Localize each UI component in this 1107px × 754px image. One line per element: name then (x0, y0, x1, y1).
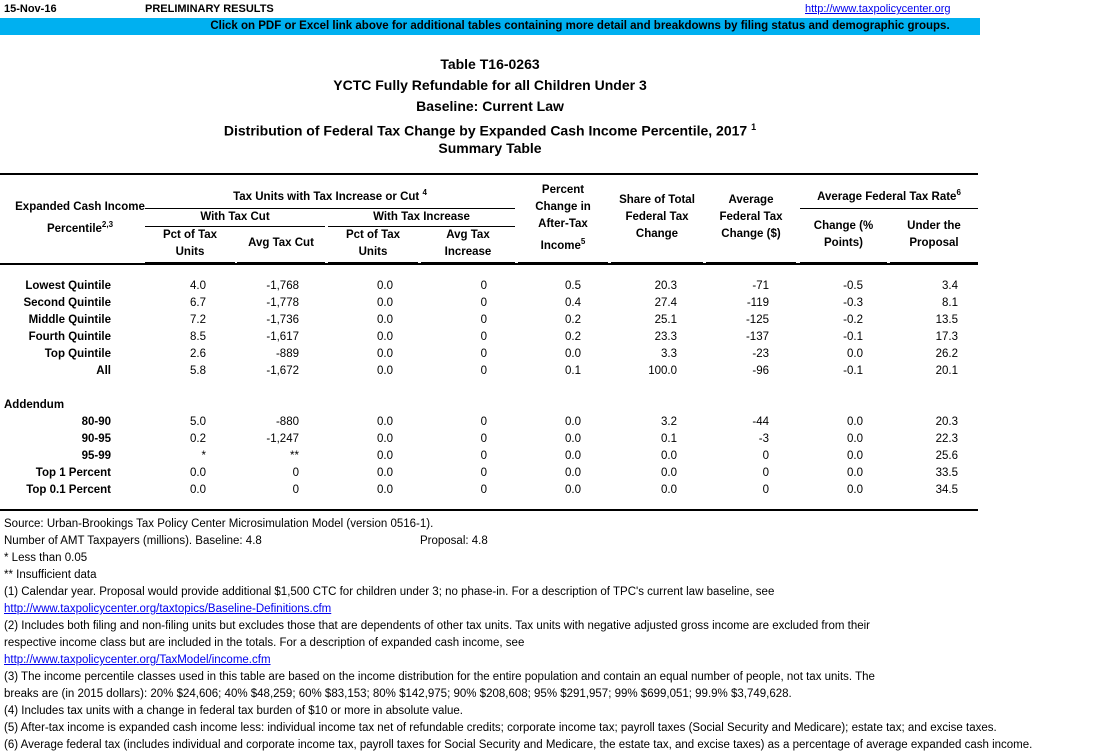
rate-group-rule (800, 208, 978, 209)
table-cell: 0 (480, 433, 487, 445)
table-cell: 0 (480, 450, 487, 462)
table-cell: -1,778 (266, 297, 299, 309)
header-bottom-rule (0, 263, 978, 265)
footnote-amt-proposal: Proposal: 4.8 (420, 535, 488, 547)
table-cell: 0 (292, 484, 299, 496)
share-header (611, 192, 703, 243)
rate-change-line1: Change (% (813, 220, 874, 232)
report-date: 15-Nov-16 (4, 3, 57, 15)
tax-units-header-text: Tax Units with Tax Increase or Cut (233, 190, 420, 203)
baseline-title: Baseline: Current Law (416, 98, 564, 114)
info-banner (0, 18, 980, 35)
table-cell: -96 (752, 365, 769, 377)
table-cell: 0.0 (377, 348, 393, 360)
col-rule-3 (328, 262, 418, 263)
table-cell: 0.1 (565, 365, 581, 377)
table-titles (0, 54, 980, 159)
distribution-text: Distribution of Federal Tax Change by Expanded Cash Income Percentile, 2017 (223, 122, 748, 139)
table-cell: -1,247 (266, 433, 299, 445)
table-cell: 0 (480, 484, 487, 496)
rate-change-rule (800, 262, 887, 263)
income-definition-link[interactable]: http://www.taxpolicycenter.org/TaxModel/income.cfm (4, 654, 271, 666)
footnote-6: (6) Average federal tax (includes individual and corporate income tax, payroll taxes for Social Security and Medicare, the estate tax, and excise taxes) as a percentage of average expanded cash income. (4, 739, 1033, 751)
avg-change-line2: Federal Tax (719, 211, 783, 223)
footnote-2b: respective income class but are included in the totals. For a description of expanded cash income, see (4, 637, 525, 649)
pct-change-rule (518, 262, 608, 263)
table-cell: 0.0 (847, 433, 863, 445)
footnote-4: (4) Includes tax units with a change in federal tax burden of $10 or more in absolute value. (4, 705, 463, 717)
table-cell: 0.0 (847, 484, 863, 496)
row-label: 95-99 (81, 450, 111, 462)
table-cell: 0.0 (661, 450, 677, 462)
row-label-header-line1: Expanded Cash Income (15, 201, 145, 213)
distribution-footnote-ref: 1 (751, 122, 757, 132)
pct-units-cut-line2: Units (175, 246, 205, 258)
addendum-label: Addendum (4, 399, 65, 411)
table-cell: -44 (752, 416, 769, 428)
table-cell: 0 (762, 450, 769, 462)
row-label-header-line2: Percentile (46, 222, 102, 235)
table-id: Table T16-0263 (440, 56, 540, 72)
footnote-5: (5) After-tax income is expanded cash income less: individual income tax net of refundable credits; corporate income tax; payroll taxes (Social Security and Medicare); estate tax; and excise taxes. (4, 722, 997, 734)
table-cell: 20.3 (935, 416, 958, 428)
rate-under-line2: Proposal (909, 237, 959, 249)
table-cell: 0.0 (565, 433, 581, 445)
with-tax-increase-header: With Tax Increase (373, 211, 470, 223)
tpc-link[interactable]: http://www.taxpolicycenter.org (805, 3, 951, 15)
table-cell: -0.1 (843, 365, 863, 377)
footnote-3b: breaks are (in 2015 dollars): 20% $24,606; 40% $48,259; 60% $83,153; 80% $142,975; 90% $208,608; 95% $291,957; 99% $699,051; 99.9% $3,749,628. (4, 688, 792, 700)
rate-group-text: Average Federal Tax Rate (817, 190, 957, 203)
pct-change-footnote-ref: 5 (580, 237, 586, 246)
with-tax-cut-header: With Tax Cut (200, 211, 270, 223)
table-cell: 8.1 (942, 297, 958, 309)
table-cell: 6.7 (190, 297, 206, 309)
table-cell: 0.0 (565, 467, 581, 479)
table-cell: -1,617 (266, 331, 299, 343)
table-cell: 0.0 (847, 348, 863, 360)
table-cell: 20.1 (935, 365, 958, 377)
avg-change-line3: Change ($) (721, 228, 781, 240)
table-cell: -125 (745, 314, 769, 326)
avg-tax-increase-line2: Increase (444, 246, 492, 258)
pct-change-header (518, 182, 608, 255)
pct-change-line3: After-Tax (538, 218, 588, 230)
table-cell: 0.0 (377, 365, 393, 377)
pct-change-line1: Percent (541, 184, 585, 196)
row-label-header (0, 199, 160, 238)
pct-units-cut-line1: Pct of Tax (162, 229, 218, 241)
table-cell: -23 (752, 348, 769, 360)
rate-under-line1: Under the (907, 220, 961, 232)
table-cell: 26.2 (935, 348, 958, 360)
baseline-definitions-link[interactable]: http://www.taxpolicycenter.org/taxtopics/Baseline-Definitions.cfm (4, 603, 332, 615)
row-label: 80-90 (81, 416, 111, 428)
footnote-insufficient: ** Insufficient data (4, 569, 97, 581)
table-cell: 0 (292, 467, 299, 479)
table-cell: -71 (752, 280, 769, 292)
table-cell: 0 (480, 348, 487, 360)
pct-change-line2: Change in (535, 201, 591, 213)
row-label: 90-95 (81, 433, 111, 445)
table-cell: 0.0 (661, 467, 677, 479)
share-line3: Change (635, 228, 679, 240)
avg-change-rule (706, 262, 796, 263)
pct-units-increase-header (328, 227, 418, 261)
footnote-less-than: * Less than 0.05 (4, 552, 88, 564)
rate-under-rule (890, 262, 978, 263)
table-cell: -1,672 (266, 365, 299, 377)
row-label-footnote-ref: 2,3 (101, 220, 114, 229)
pct-units-increase-line1: Pct of Tax (345, 229, 401, 241)
rate-under-header (890, 218, 978, 252)
tax-units-header (145, 184, 515, 206)
pct-units-cut-header (145, 227, 235, 261)
avg-change-line1: Average (728, 194, 774, 206)
table-cell: 0 (480, 365, 487, 377)
table-cell: 0.0 (377, 416, 393, 428)
table-cell: 0 (480, 314, 487, 326)
table-cell: 2.6 (190, 348, 206, 360)
table-cell: 33.5 (935, 467, 958, 479)
table-cell: * (201, 450, 206, 462)
table-cell: -0.5 (843, 280, 863, 292)
col-rule-2 (237, 262, 325, 263)
col-rule-4 (421, 262, 515, 263)
table-cell: 4.0 (190, 280, 206, 292)
table-cell: 0.0 (377, 314, 393, 326)
row-label: All (96, 365, 111, 377)
table-cell: -1,736 (266, 314, 299, 326)
table-cell: 5.0 (190, 416, 206, 428)
tax-units-footnote-ref: 4 (422, 188, 427, 197)
table-cell: -0.3 (843, 297, 863, 309)
avg-change-header (706, 192, 796, 243)
table-cell: 0.0 (377, 450, 393, 462)
table-cell: -889 (275, 348, 299, 360)
table-cell: 0.0 (190, 484, 206, 496)
status-label: PRELIMINARY RESULTS (145, 3, 274, 15)
table-cell: 23.3 (654, 331, 677, 343)
table-cell: -880 (275, 416, 299, 428)
table-cell: 0.2 (190, 433, 206, 445)
table-cell: 0.4 (565, 297, 581, 309)
row-label: Top 1 Percent (35, 467, 111, 479)
proposal-title: YCTC Fully Refundable for all Children Under 3 (333, 77, 647, 93)
top-bar (0, 3, 980, 17)
table-cell: 3.3 (661, 348, 677, 360)
pct-change-line4: Income (540, 239, 581, 252)
table-cell: 0.1 (661, 433, 677, 445)
table-cell: 13.5 (935, 314, 958, 326)
footnote-source: Source: Urban-Brookings Tax Policy Center Microsimulation Model (version 0516-1). (4, 518, 434, 530)
table-cell: 25.6 (935, 450, 958, 462)
share-line2: Federal Tax (625, 211, 689, 223)
row-label: Top Quintile (44, 348, 111, 360)
table-cell: 0 (480, 416, 487, 428)
table-cell: 3.4 (942, 280, 958, 292)
avg-tax-increase-header (421, 227, 515, 261)
rate-group-footnote-ref: 6 (956, 188, 961, 197)
col-rule-1 (145, 262, 235, 263)
table-cell: 0.0 (847, 467, 863, 479)
rate-change-header (800, 218, 887, 252)
table-cell: 0.5 (565, 280, 581, 292)
row-label: Second Quintile (23, 297, 111, 309)
share-rule (611, 262, 703, 263)
table-cell: 0.0 (565, 484, 581, 496)
table-cell: 5.8 (190, 365, 206, 377)
table-cell: -137 (745, 331, 769, 343)
table-cell: -0.2 (843, 314, 863, 326)
footnote-2a: (2) Includes both filing and non-filing units but excludes those that are dependents of other tax units. Tax units with negative adjusted gross income are excluded from their (4, 620, 870, 632)
table-cell: 0.2 (565, 314, 581, 326)
table-cell: -0.1 (843, 331, 863, 343)
pct-units-increase-line2: Units (358, 246, 388, 258)
table-cell: -119 (746, 297, 769, 309)
table-cell: 0.0 (847, 450, 863, 462)
distribution-title (0, 117, 980, 138)
table-cell: -3 (758, 433, 769, 445)
table-cell: 0 (480, 467, 487, 479)
table-cell: 0 (762, 484, 769, 496)
row-label: Middle Quintile (28, 314, 111, 326)
table-cell: 0.0 (377, 297, 393, 309)
table-cell: 0 (762, 467, 769, 479)
table-cell: 0.0 (377, 280, 393, 292)
row-label: Lowest Quintile (25, 280, 111, 292)
header-top-rule (0, 173, 978, 175)
summary-title: Summary Table (438, 140, 542, 156)
table-cell: 0.0 (565, 416, 581, 428)
table-cell: 27.4 (654, 297, 677, 309)
table-cell: 0.2 (565, 331, 581, 343)
table-cell: 0.0 (190, 467, 206, 479)
table-cell: 0.0 (565, 450, 581, 462)
rate-group-header (800, 184, 978, 206)
avg-tax-cut-header: Avg Tax Cut (248, 237, 314, 249)
share-line1: Share of Total (619, 194, 695, 206)
footnote-3a: (3) The income percentile classes used in this table are based on the income distribution for the entire population and contain an equal number of people, not tax units. The (4, 671, 875, 683)
table-cell: 0.0 (377, 467, 393, 479)
rate-change-line2: Points) (824, 237, 863, 249)
table-cell: 100.0 (648, 365, 677, 377)
table-cell: 0.0 (377, 484, 393, 496)
table-cell: 8.5 (190, 331, 206, 343)
table-cell: 7.2 (190, 314, 206, 326)
table-cell: -1,768 (266, 280, 299, 292)
table-cell: 0.0 (661, 484, 677, 496)
table-cell: 20.3 (654, 280, 677, 292)
table-cell: 34.5 (935, 484, 958, 496)
table-cell: 0 (480, 280, 487, 292)
table-cell: 25.1 (654, 314, 677, 326)
table-cell: 0 (480, 331, 487, 343)
avg-tax-increase-line1: Avg Tax (446, 229, 490, 241)
table-cell: 22.3 (935, 433, 958, 445)
table-cell: 0.0 (565, 348, 581, 360)
table-bottom-rule (0, 509, 978, 511)
table-cell: ** (290, 450, 299, 462)
table-cell: 17.3 (935, 331, 958, 343)
footnote-amt: Number of AMT Taxpayers (millions). Baseline: 4.8 (4, 535, 262, 547)
table-cell: 0.0 (377, 433, 393, 445)
table-cell: 0 (480, 297, 487, 309)
table-cell: 0.0 (377, 331, 393, 343)
row-label: Fourth Quintile (28, 331, 111, 343)
banner-text: Click on PDF or Excel link above for additional tables containing more detail and breakdowns by filing status and demographic groups. (210, 20, 950, 32)
footnote-1: (1) Calendar year. Proposal would provide additional $1,500 CTC for children under 3; no phase-in. For a description of TPC's current law baseline, see (4, 586, 775, 598)
table-cell: 3.2 (661, 416, 677, 428)
row-label: Top 0.1 Percent (26, 484, 111, 496)
table-cell: 0.0 (847, 416, 863, 428)
